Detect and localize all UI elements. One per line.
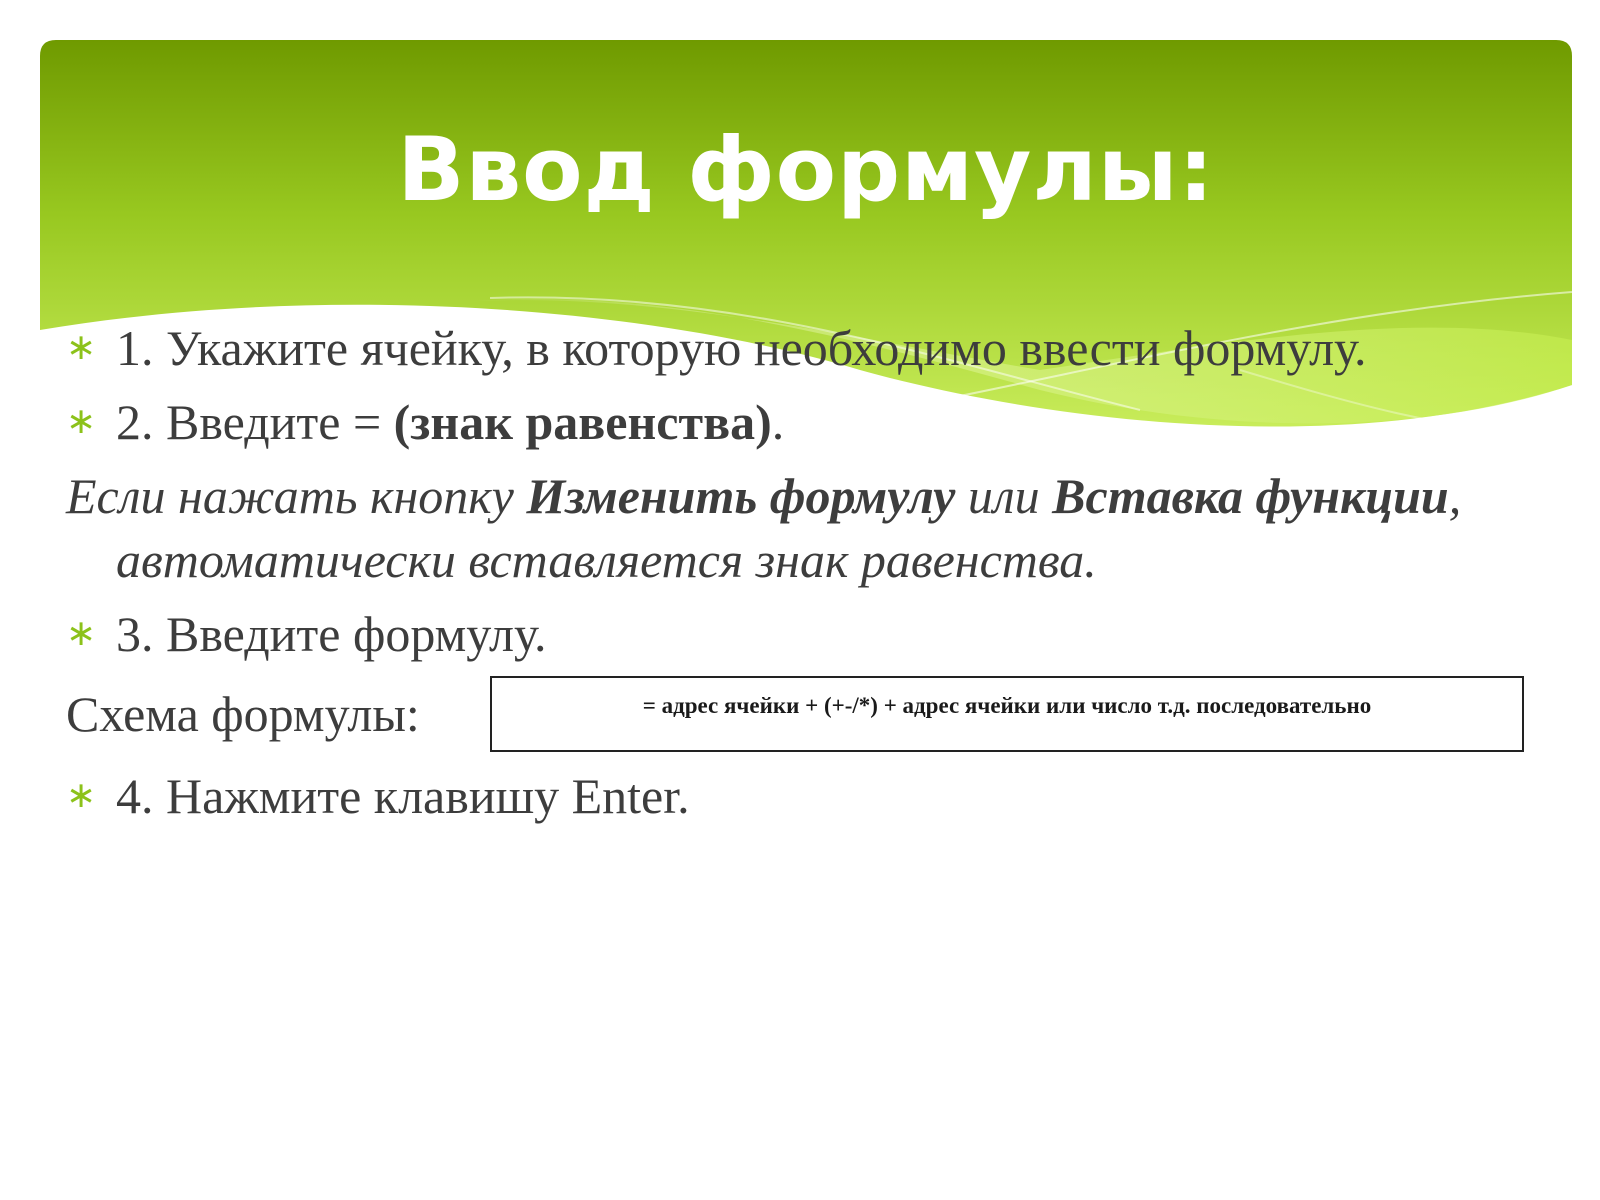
note-bold-2: Вставка функции bbox=[1052, 468, 1449, 524]
asterisk-bullet-icon: ∗ bbox=[66, 613, 97, 654]
asterisk-bullet-icon: ∗ bbox=[66, 775, 97, 816]
step-3 bbox=[66, 602, 1546, 666]
step-2 bbox=[66, 390, 1546, 454]
asterisk-bullet-icon: ∗ bbox=[66, 401, 97, 442]
step-1 bbox=[66, 316, 1546, 380]
equals-sign-note bbox=[66, 464, 1546, 592]
note-bold-1: Изменить формулу bbox=[526, 468, 956, 524]
formula-scheme-row bbox=[66, 676, 1546, 760]
step-4 bbox=[66, 764, 1546, 828]
formula-scheme-box: = адрес ячейки + (+-/*) + адрес ячейки или число т.д. последовательно bbox=[490, 676, 1524, 752]
formula-scheme-label: Схема формулы: bbox=[66, 686, 420, 742]
asterisk-bullet-icon: ∗ bbox=[66, 327, 97, 368]
note-part-1: Если нажать кнопку bbox=[66, 468, 527, 524]
slide-title: Ввод формулы: bbox=[397, 118, 1215, 221]
step-4-text: 4. Нажмите клавишу Enter. bbox=[116, 768, 690, 824]
step-2-prefix: 2. Введите = bbox=[116, 394, 394, 450]
step-2-bold: (знак равенства) bbox=[393, 394, 772, 450]
step-1-text: 1. Укажите ячейку, в которую необходимо ввести формулу. bbox=[116, 320, 1367, 376]
slide-content bbox=[66, 316, 1546, 838]
step-3-text: 3. Введите формулу. bbox=[116, 606, 547, 662]
note-part-2: или bbox=[955, 468, 1053, 524]
note-part-3: , автоматически вставляется знак равенства. bbox=[116, 468, 1462, 588]
step-2-suffix: . bbox=[771, 394, 785, 450]
